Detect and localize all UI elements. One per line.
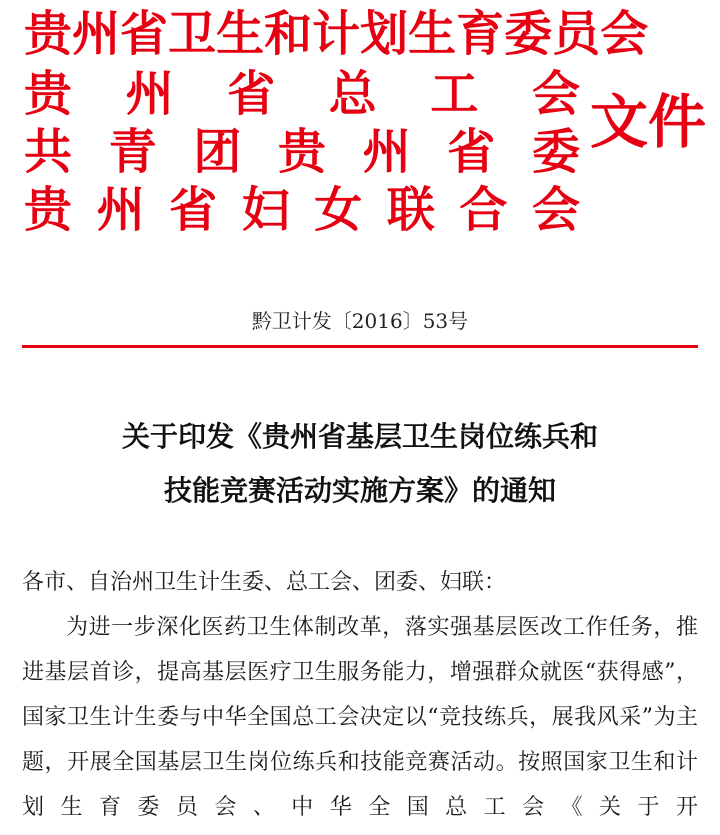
- issuer-char: 育: [456, 6, 505, 62]
- issuer-char: 共: [24, 124, 73, 180]
- issuer-char: 省: [227, 66, 276, 122]
- issuer-char: 女: [314, 182, 363, 238]
- issuer-char: 省: [169, 182, 218, 238]
- issuer-char: 会: [600, 6, 649, 62]
- document-title: [0, 410, 720, 518]
- issuer-char: 工: [430, 66, 479, 122]
- issuer-char: 州: [362, 124, 411, 180]
- issuer-char: 贵: [24, 66, 73, 122]
- issuer-char: 贵: [277, 124, 326, 180]
- issuer-char: 委: [531, 124, 580, 180]
- issuer-char: 划: [360, 6, 409, 62]
- issuer-char: 合: [459, 182, 508, 238]
- issuer-char: 团: [193, 124, 242, 180]
- issuer-char: 会: [531, 182, 580, 238]
- issuer-char: 会: [531, 66, 580, 122]
- issuer-char: 生: [216, 6, 265, 62]
- issuer-char: 省: [447, 124, 496, 180]
- issuer-char: 和: [264, 6, 313, 62]
- document-suffix: 文件: [590, 88, 707, 156]
- issuer-char: 州: [96, 182, 145, 238]
- title-line-1: 关于印发《贵州省基层卫生岗位练兵和: [121, 420, 598, 453]
- issuer-trade-union: [24, 66, 580, 122]
- issuer-char: 员: [552, 6, 601, 62]
- issuer-health-commission: [24, 6, 649, 62]
- issuer-char: 州: [72, 6, 121, 62]
- document-number: 黔卫计发〔2016〕53号: [251, 309, 469, 333]
- issuer-char: 妇: [241, 182, 290, 238]
- issuer-char: 联: [386, 182, 435, 238]
- issuer-youth-league: [24, 124, 580, 180]
- red-divider-line: [22, 345, 698, 348]
- issuer-char: 省: [120, 6, 169, 62]
- issuer-womens-federation: [24, 182, 580, 238]
- body-paragraph: 为进一步深化医药卫生体制改革，落实强基层医改工作任务，推进基层首诊，提高基层医疗卫生服务能力，增强群众就医“获得感”，国家卫生计生委与中华全国总工会决定以“竞技练兵，展我风采”为主题，开展全国基层卫生岗位练兵和技能竞赛活动。按照国家卫生和计划生育委员会、中华全国总工会《关于开: [22, 615, 698, 820]
- issuer-char: 计: [312, 6, 361, 62]
- issuer-char: 委: [504, 6, 553, 62]
- issuer-char: 生: [408, 6, 457, 62]
- salutation: 各市、自治州卫生计生委、总工会、团委、妇联：: [22, 570, 507, 595]
- title-line-2: 技能竞赛活动实施方案》的通知: [163, 474, 556, 507]
- issuer-char: 贵: [24, 182, 73, 238]
- issuer-char: 卫: [168, 6, 217, 62]
- issuer-char: 青: [108, 124, 157, 180]
- issuer-char: 贵: [24, 6, 73, 62]
- document-header: [0, 0, 720, 240]
- issuer-char: 总: [328, 66, 377, 122]
- issuer-char: 州: [125, 66, 174, 122]
- document-body: [22, 560, 698, 830]
